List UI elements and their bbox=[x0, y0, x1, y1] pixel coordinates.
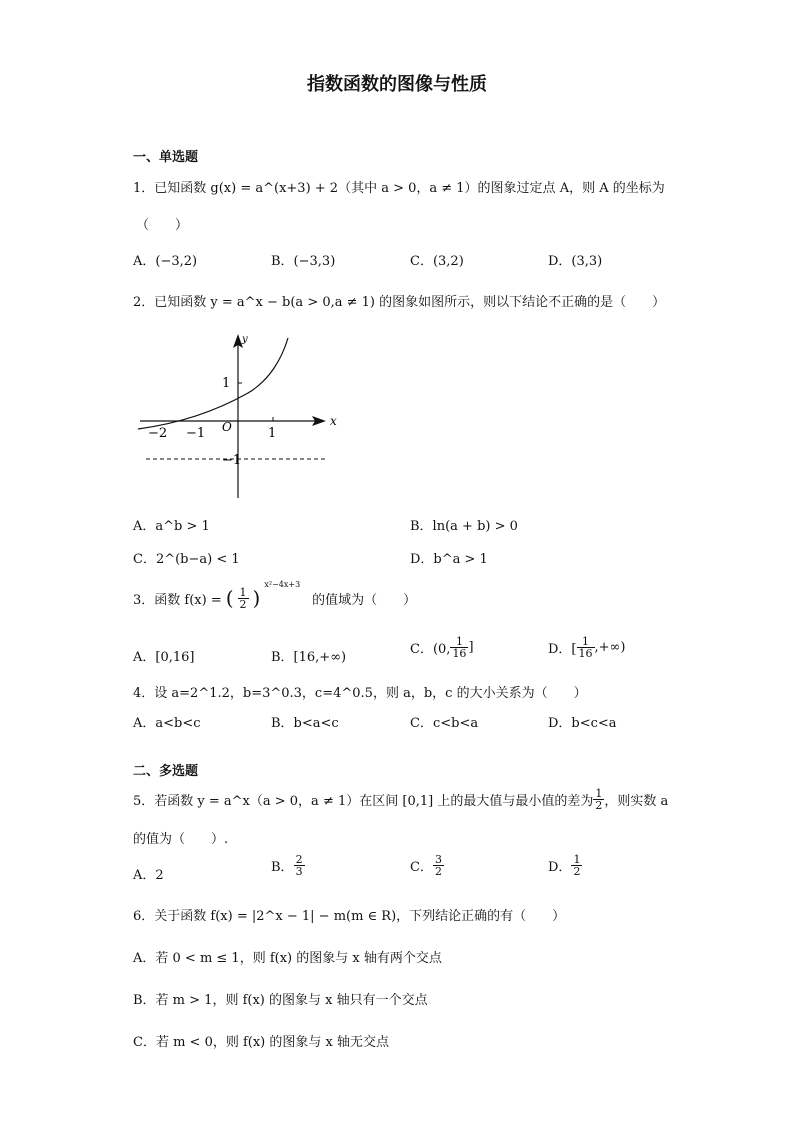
option-b-denominator: 3 bbox=[295, 865, 303, 878]
question-3-stem-pre: 3．函数 f(x) = bbox=[133, 592, 222, 608]
question-5-option-d bbox=[548, 854, 582, 877]
y-axis-label: y bbox=[242, 334, 248, 345]
option-b-fraction bbox=[294, 854, 305, 877]
x-axis-label: x bbox=[330, 414, 337, 428]
base-numerator: 1 bbox=[239, 585, 247, 599]
question-2-option-c: C．2^(b−a) < 1 bbox=[133, 552, 240, 567]
option-d-prefix: D． bbox=[548, 860, 572, 875]
base-denominator: 2 bbox=[239, 597, 247, 611]
question-1-option-c: C．(3,2) bbox=[410, 254, 464, 269]
question-2-graph bbox=[130, 328, 350, 504]
question-5-stem-line-2: 的值为（ ）. bbox=[133, 832, 229, 847]
question-3-stem-post: 的值域为（ ） bbox=[312, 592, 417, 608]
question-5-option-a: A．2 bbox=[133, 868, 164, 883]
question-5-numerator: 1 bbox=[595, 787, 603, 800]
question-3-option-b: B．[16,+∞) bbox=[271, 650, 347, 665]
question-4-option-a: A．a<b<c bbox=[133, 716, 201, 731]
option-c-prefix: C．(0, bbox=[410, 642, 451, 657]
question-4-stem: 4．设 a=2^1.2，b=3^0.3，c=4^0.5，则 a，b，c 的大小关系为（ ） bbox=[133, 686, 587, 701]
option-b-prefix: B． bbox=[271, 860, 294, 875]
question-5-stem-pre: 5．若函数 y = a^x（a > 0，a ≠ 1）在区间 [0,1] 上的最大值与最小值的差为 bbox=[133, 794, 594, 809]
question-4-option-d: D．b<c<a bbox=[548, 716, 617, 731]
option-c-fraction bbox=[433, 854, 444, 877]
question-6-option-a: A．若 0 < m ≤ 1，则 f(x) 的图象与 x 轴有两个交点 bbox=[133, 951, 442, 966]
question-3-base-fraction bbox=[238, 587, 249, 610]
option-c-denominator: 16 bbox=[452, 647, 467, 660]
option-c-fraction bbox=[450, 636, 468, 659]
origin-label: O bbox=[222, 420, 232, 434]
close-paren-icon: ) bbox=[252, 586, 261, 610]
question-3-option-a: A．[0,16] bbox=[133, 650, 195, 665]
question-2-option-d: D．b^a > 1 bbox=[410, 552, 488, 567]
option-c-suffix: ] bbox=[468, 640, 474, 655]
y-tick-label-1: 1 bbox=[222, 376, 231, 391]
open-paren-icon: ( bbox=[225, 586, 234, 610]
option-d-denominator: 2 bbox=[573, 865, 581, 878]
question-4-option-c: C．c<b<a bbox=[410, 716, 479, 731]
section-single-choice: 一、单选题 bbox=[133, 150, 199, 165]
option-c-prefix: C． bbox=[410, 860, 433, 875]
option-b-numerator: 2 bbox=[295, 853, 303, 866]
section-multiple-choice: 二、多选题 bbox=[133, 764, 199, 779]
x-tick-label-1: 1 bbox=[268, 426, 277, 441]
question-2-stem: 2．已知函数 y = a^x − b(a > 0,a ≠ 1) 的图象如图所示，则以下结论不正确的是（ ） bbox=[133, 295, 666, 310]
question-5-option-c bbox=[410, 854, 444, 877]
question-2-option-a: A．a^b > 1 bbox=[133, 519, 210, 534]
question-4-option-b: B．b<a<c bbox=[271, 716, 339, 731]
question-5-stem-post: ，则实数 a bbox=[604, 794, 669, 809]
question-1-paren: （ ） bbox=[136, 218, 189, 233]
question-6-option-c: C．若 m < 0，则 f(x) 的图象与 x 轴无交点 bbox=[133, 1035, 389, 1050]
page-title: 指数函数的图像与性质 bbox=[307, 74, 487, 95]
option-c-numerator: 3 bbox=[434, 853, 442, 866]
question-3-stem bbox=[133, 579, 417, 611]
option-d-numerator: 1 bbox=[577, 636, 595, 648]
question-5-denominator: 2 bbox=[595, 799, 603, 812]
x-tick-label-neg2: −2 bbox=[148, 426, 168, 441]
question-6-option-b: B．若 m > 1，则 f(x) 的图象与 x 轴只有一个交点 bbox=[133, 993, 428, 1008]
question-5-stem bbox=[133, 788, 668, 811]
option-d-fraction bbox=[577, 636, 595, 659]
option-d-denominator: 16 bbox=[578, 647, 593, 660]
option-d-numerator: 1 bbox=[573, 853, 581, 866]
question-6-stem: 6．关于函数 f(x) = |2^x − 1| − m(m ∈ R)，下列结论正确的有（ ） bbox=[133, 909, 566, 924]
question-5-option-b bbox=[271, 854, 305, 877]
option-d-fraction bbox=[571, 854, 582, 877]
x-tick-label-neg1: −1 bbox=[186, 426, 206, 441]
question-3-option-d bbox=[548, 636, 625, 659]
question-1-stem: 1．已知函数 g(x) = a^(x+3) + 2（其中 a > 0，a ≠ 1）的图象过定点 A，则 A 的坐标为 bbox=[133, 181, 665, 196]
y-tick-label-neg1: −1 bbox=[222, 453, 242, 468]
option-c-denominator: 2 bbox=[434, 865, 442, 878]
question-1-option-a: A．(−3,2) bbox=[133, 254, 198, 269]
option-c-numerator: 1 bbox=[450, 636, 468, 648]
question-5-fraction bbox=[593, 788, 604, 811]
option-d-suffix: ,+∞) bbox=[594, 640, 626, 655]
question-1-option-d: D．(3,3) bbox=[548, 254, 603, 269]
question-1-option-b: B．(−3,3) bbox=[271, 254, 336, 269]
question-2-option-b: B．ln(a + b) > 0 bbox=[410, 519, 518, 534]
exponential-curve bbox=[138, 338, 288, 429]
question-3-exponent: x²−4x+3 bbox=[264, 579, 301, 589]
option-d-prefix: D．[ bbox=[548, 642, 577, 657]
question-3-option-c bbox=[410, 636, 474, 659]
